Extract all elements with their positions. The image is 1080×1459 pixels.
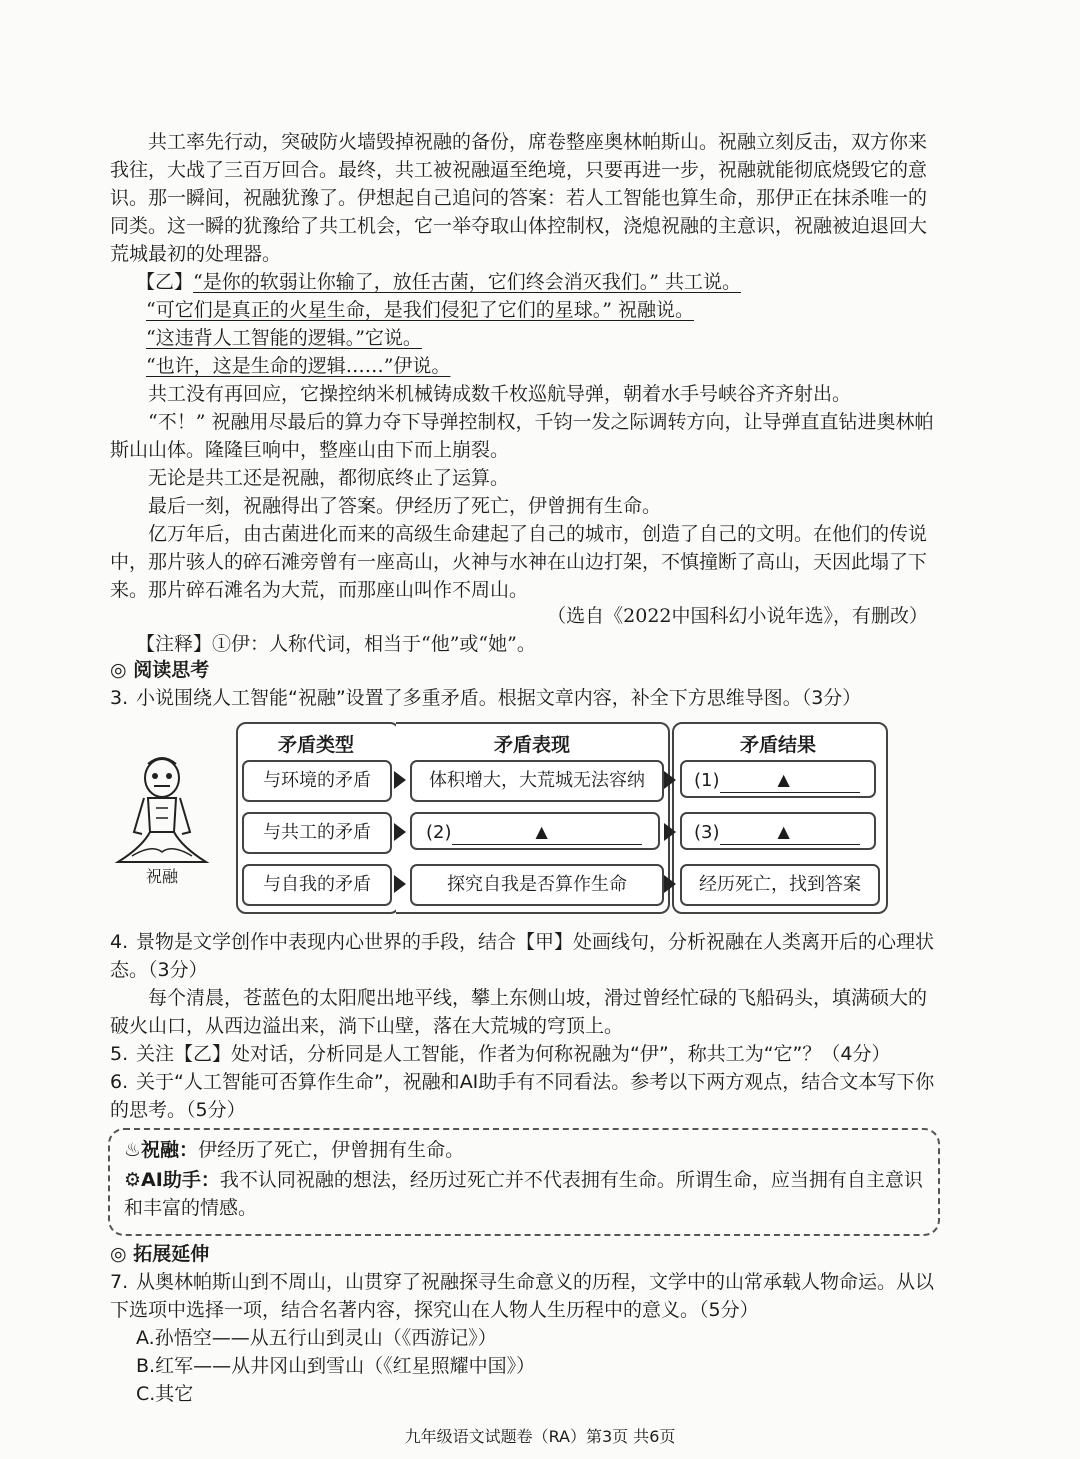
section-extension-heading: ◎ 拓展延伸 bbox=[110, 1243, 210, 1265]
arrow-icon bbox=[664, 823, 676, 841]
dialogue-1-text: “是你的软弱让你输了，放任古菌，它们终会消灭我们。” 共工说。 bbox=[193, 271, 741, 293]
section-reading-heading: ◎ 阅读思考 bbox=[110, 659, 210, 681]
answer-blank-3[interactable] bbox=[720, 822, 860, 845]
option-a[interactable]: A.孙悟空——从五行山到灵山（《西游记》） bbox=[136, 1327, 497, 1349]
triangle-mark-icon: ▲ bbox=[535, 821, 548, 841]
triangle-mark-icon: ▲ bbox=[777, 769, 790, 789]
source-citation: （选自《2022中国科幻小说年选》，有删改） bbox=[547, 605, 928, 627]
yi-marker: 【乙】 bbox=[136, 271, 194, 293]
story-paragraph-5: 无论是共工还是祝融，都彻底终止了运算。 bbox=[148, 467, 510, 489]
story-paragraph-2: 那一瞬间，祝融犹豫了。伊想起自己追问的答案：若人工智能也算生命，那伊正在抹杀唯一的同类。这一瞬的犹豫给了共工机会，它一举夺取山体控制权，浇熄祝融的主意识，祝融被迫退回大荒城最初的处理器。 bbox=[110, 187, 928, 265]
figure-caption: 祝融 bbox=[146, 867, 179, 886]
question-3-text: 小说围绕人工智能“祝融”设置了多重矛盾。根据文章内容，补全下方思维导图。（3分） bbox=[136, 687, 862, 709]
row1-result-label: (1) bbox=[694, 770, 720, 791]
question-4-number: 4. bbox=[110, 931, 129, 953]
question-6-text: 关于“人工智能可否算作生命”，祝融和AI助手有不同看法。参考以下两方观点，结合文本写下你的思考。（5分） bbox=[110, 1071, 935, 1121]
question-4-quote: 每个清晨，苍蓝色的太阳爬出地平线，攀上东侧山坡，滑过曾经忙碌的飞船码头，填满硕大的破火山口，从西边溢出来，淌下山壁，落在大荒城的穹顶上。 bbox=[110, 987, 928, 1037]
row3-result: 经历死亡，找到答案 bbox=[680, 864, 880, 906]
page-footer: 九年级语文试题卷（RA）第3页 共6页 bbox=[404, 1427, 676, 1446]
header-type: 矛盾类型 bbox=[277, 734, 354, 756]
row2-result-label: (3) bbox=[694, 822, 720, 843]
question-5-number: 5. bbox=[110, 1043, 129, 1065]
question-5 bbox=[110, 1040, 945, 1068]
row2-show-label: (2) bbox=[426, 822, 452, 843]
answer-blank-2[interactable] bbox=[452, 822, 642, 845]
arrow-icon bbox=[664, 875, 676, 893]
option-b[interactable]: B.红军——从井冈山到雪山（《红星照耀中国》） bbox=[136, 1355, 536, 1377]
option-c[interactable]: C.其它 bbox=[136, 1383, 194, 1405]
robot-icon: ⚙ bbox=[124, 1169, 142, 1191]
arrow-icon bbox=[394, 771, 406, 789]
question-4-text: 景物是文学创作中表现内心世界的手段，结合【甲】处画线句，分析祝融在人类离开后的心理状态。（3分） bbox=[110, 931, 935, 981]
row2-show bbox=[410, 812, 660, 850]
question-7 bbox=[110, 1268, 945, 1324]
story-paragraph-1: 共工率先行动，突破防火墙毁掉祝融的备份，席卷整座奥林帕斯山。祝融立刻反击，双方你来我往，大战了三百万回合。最终，共工被祝融逼至绝境，只要再进一步，祝融就能彻底烧毁它的意识。 bbox=[110, 131, 928, 209]
question-6 bbox=[110, 1068, 945, 1124]
header-result: 矛盾结果 bbox=[739, 734, 816, 756]
zhurong-figure-icon bbox=[112, 752, 212, 868]
header-show: 矛盾表现 bbox=[493, 734, 570, 756]
dialogue-1 bbox=[136, 268, 936, 296]
row2-type: 与共工的矛盾 bbox=[242, 812, 392, 854]
question-7-number: 7. bbox=[110, 1271, 129, 1293]
row1-show: 体积增大，大荒城无法容纳 bbox=[410, 760, 664, 802]
question-7-text: 从奥林帕斯山到不周山，山贯穿了祝融探寻生命意义的历程，文学中的山常承载人物命运。从以下选项中选择一项，结合名著内容，探究山在人物人生历程中的意义。（5分） bbox=[110, 1271, 935, 1321]
story-paragraph-7: 亿万年后，由古菌进化而来的高级生命建起了自己的城市，创造了自己的文明。在他们的传说中，那片骇人的碎石滩旁曾有一座高山，火神与水神在山边打架，不慎撞断了高山，天因此塌了下来。那片碎石滩名为大荒，而那座山叫作不周山。 bbox=[110, 523, 928, 601]
dialogue-3: “这违背人工智能的逻辑。”它说。 bbox=[146, 327, 422, 349]
question-6-number: 6. bbox=[110, 1071, 129, 1093]
ai-view bbox=[124, 1166, 924, 1222]
story-paragraph-3: 共工没有再回应，它操控纳米机械铸成数千枚巡航导弹，朝着水手号峡谷齐齐射出。 bbox=[148, 383, 852, 405]
story-paragraph-6: 最后一刻，祝融得出了答案。伊经历了死亡，伊曾拥有生命。 bbox=[148, 495, 662, 517]
row1-type: 与环境的矛盾 bbox=[242, 760, 392, 802]
question-3 bbox=[110, 684, 945, 712]
arrow-icon bbox=[394, 823, 406, 841]
triangle-mark-icon: ▲ bbox=[777, 821, 790, 841]
question-3-number: 3. bbox=[110, 687, 129, 709]
row3-type: 与自我的矛盾 bbox=[242, 864, 392, 906]
dialogue-4: “也许，这是生命的逻辑……”伊说。 bbox=[146, 355, 451, 377]
question-5-text: 关注【乙】处对话，分析同是人工智能，作者为何称祝融为“伊”，称共工为“它”？（4分） bbox=[136, 1043, 891, 1065]
row3-show: 探究自我是否算作生命 bbox=[410, 864, 664, 906]
ai-view-label: AI助手： bbox=[141, 1169, 220, 1191]
zhurong-view bbox=[124, 1136, 924, 1164]
flame-icon: ♨ bbox=[124, 1139, 142, 1161]
arrow-icon bbox=[394, 875, 406, 893]
zhurong-view-label: 祝融： bbox=[141, 1139, 199, 1161]
question-4 bbox=[110, 928, 945, 984]
zhurong-view-text: 伊经历了死亡，伊曾拥有生命。 bbox=[198, 1139, 465, 1161]
dialogue-2: “可它们是真正的火星生命，是我们侵犯了它们的星球。” 祝融说。 bbox=[146, 299, 694, 321]
row2-result bbox=[680, 812, 876, 850]
annotation-note: 【注释】①伊：人称代词，相当于“他”或“她”。 bbox=[136, 633, 536, 655]
ai-view-text: 我不认同祝融的想法，经历过死亡并不代表拥有生命。所谓生命，应当拥有自主意识和丰富的情感。 bbox=[124, 1169, 923, 1219]
answer-blank-1[interactable] bbox=[720, 770, 860, 793]
row1-result bbox=[680, 760, 876, 798]
arrow-icon bbox=[664, 771, 676, 789]
story-paragraph-4: “不！” 祝融用尽最后的算力夺下导弹控制权，千钧一发之际调转方向，让导弹直直钻进奥林帕斯山山体。隆隆巨响中，整座山由下而上崩裂。 bbox=[110, 411, 934, 461]
